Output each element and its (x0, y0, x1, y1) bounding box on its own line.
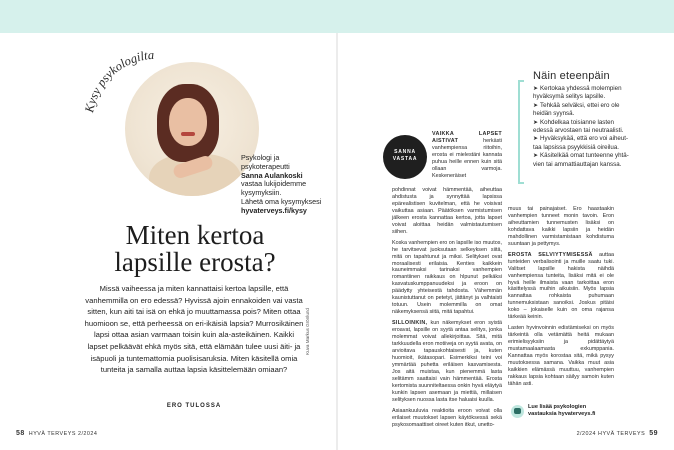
tip-text: Kertokaa yhdessä molempien (540, 85, 622, 92)
tip-text: hyväksymä selitys lapsille. (533, 93, 606, 101)
answer-lead-in: SILLOINKIN, (392, 320, 428, 327)
tip-text: heidän syynsä. (533, 110, 575, 118)
answer-paragraph: Asiaankuuluvia reaktioita eroon voivat olla erilaiset muutokset lapsen käytöksessä sekä psykosomaattiset oireet kuten itkut, unetto- (392, 407, 502, 428)
answer-column-intro (432, 131, 502, 184)
answer-paragraph: pohdinnat voivat hämmentää, aiheuttaa ahdistusta ja synnyttää lapsissa epärealistisen kuvitelman, että he voisivat vaikuttaa asiaan. Päätöksen varmistumisen jälkeen erosta kannattaa kertoa, jotta lapset voivat aloittaa heidän valmistautumisen siihen. (392, 187, 502, 235)
tip-text: Käsitelkää omat tunteenne yhtä- (540, 152, 629, 160)
magazine-issue-left: HYVÄ TERVEYS 2/2024 (28, 431, 98, 437)
question-line: lapset pelkäävät ehkä myös sitä, että elämään tulee uusi äiti- ja (87, 341, 301, 351)
caption-url: hyvaterveys.fi/kysy (241, 205, 307, 215)
tip-text: edessä arvostaen tai neutraalisti. (533, 127, 624, 135)
caption-name: Sanna Aulankoski (241, 170, 303, 180)
question-line: vanhemmilla on ero edessä? Hyvissä ajoin ennakoiden vai vasta (85, 295, 303, 305)
caption-line: psykoterapeutti (241, 161, 290, 171)
tips-box-bracket (518, 80, 524, 184)
question-signature: ERO TULOSSA (166, 403, 222, 409)
question-line: isäpuoli ja tuntemattomia puolisisaruksia. Miten käsitellä omia (90, 353, 298, 363)
question-line: huomioon se, että perheessä on eri-ikäisiä lapsia? Murrosikäinen (84, 318, 304, 328)
tip-item (533, 85, 643, 102)
note-line: Lue lisää psykologien (528, 404, 587, 410)
arrow-icon: ➤ (533, 136, 539, 143)
tip-text: taa lapsissa psyykkisiä oireilua. (533, 143, 619, 151)
question-line: sitten, kun aiti tai isä on ehkä jo muuttamassa pois? Miten ottaa (87, 307, 301, 317)
svg-text:Kysy psykologilta (82, 48, 155, 115)
top-color-band (0, 0, 674, 33)
tips-box-title: Näin eteenpäin (533, 70, 610, 82)
note-line: vastauksia hyvaterveys.fi (528, 411, 596, 417)
caption-line: Lähetä oma kysymyksesi (241, 196, 322, 206)
article-headline (60, 222, 330, 276)
tip-text: Kohdelkaa toisianne lasten (540, 118, 614, 126)
answer-paragraph: Koska vanhempien ero on lapsille iso muutos, he tarvitsevat juoksutaan selkeyksen siitä, mitä on tapahtunut ja miksi. Selitykset ovat moraalisesti erilaisia. Kenties kaikkein kauneimmaksi tarinaksi vanhempien romantiinen raikkaus on hlpunut pelkäksi kasvatuskumppanuudeksi ja eroon on päädytty yhteisestä tahdosta. Vähemmän kaunistuttanut on petetyt, jättänyt ja valhtaisti totuun. Usein molemmilla on omat näkemyksensä siitä, mitä tapahtui. (392, 239, 502, 316)
badge-line: SANNA (394, 149, 416, 155)
answer-text: auttaa tunteiden verbalisointi ja muille saatu tuki. Valitset lapsille hakista näihdä vanhempiensa tunteita, lisäksi mitä ei ole hyvä heille ilmaista vaan tarkoittaa eron käsittelyssä muihin aikuisiin. Myös lapsia kannattaa rohkaista puhumaan tunnemuksistaan sanoiksi. Joskus pitäisi koko – jokaiselle kuin on oma rajansa tärkeää keinin. (508, 251, 614, 321)
headline-line: Miten kertoa (125, 220, 265, 250)
reader-question (62, 283, 326, 376)
page-gutter (336, 33, 338, 450)
arrow-icon: ➤ (533, 102, 539, 109)
question-line: lapsi ottaa asian varmaan toisin kuin ala-asteikäinen. Kaikki (93, 330, 295, 340)
badge-line: VASTAA (392, 156, 418, 162)
magazine-issue-right: 2/2024 HYVÄ TERVEYS (576, 431, 646, 437)
answer-column-2 (508, 206, 614, 392)
headline-line: lapsille erosta? (114, 247, 276, 277)
tip-text: Tehkää selväksi, ettei ero ole (540, 101, 620, 109)
psychologist-caption (241, 154, 336, 216)
photo-credit: Kuva Markus Grönlund (305, 308, 310, 355)
caption-line: kysymyksiin. (241, 188, 282, 198)
tip-text: Hyväksykää, että ero voi aiheut- (540, 135, 629, 143)
column-tag-text: Kysy psykologilta (82, 47, 155, 114)
tip-item (533, 119, 643, 136)
question-line: Missä vaiheessa ja miten kannattaisi kertoa lapsille, että (99, 284, 289, 293)
answer-paragraph: muus tai painajaiset. Ero haastaakin vanhempien tunneet monin tavoin. Eron aiheuttamien tunnemusten lisäksi on kohdattava kaikki lapsiin ja heidän mahdollinen varmistamistaan kohdistuma suuntaan ja pettymys. (508, 206, 614, 247)
arrow-icon: ➤ (533, 153, 539, 160)
question-line: tunteita ja samalla auttaa lapsia käsittelemään omiaan? (100, 365, 288, 375)
portrait-lips-shape (181, 132, 195, 136)
page-number-right: 59 (649, 430, 658, 437)
caption-line: Psykologi ja (241, 153, 280, 162)
answer-text: kun näkemykset eron syistä eroavat, lapsille on syytä antaa selitys, jonka molemmat voivat allekirjoittaa. Sitä, mitä tarkkuudella eron motiiveja on syytä avata, on arvioitava tapauskohtaisesti ja, kuten huomioit, ikätasopari. Esimerkiksi teini voi ymmärtää puhetta eriläisen kasvamisesta. Jos aitä muistaa, kun pienemmä lasta selitämm saattaisi vain hämmentää. Erosta kertomista suunniteltaessa onkin hyvä eläytyä kunkin lapsen asemaan ja miettiä, millaisen selityksen nuossa lasta itse haluaisi kuulla. (392, 320, 503, 403)
tip-item (533, 152, 643, 169)
answer-paragraph: Lasten hyvinvoinnin edistämiseksi on myös tärkeintä olla vetämättä heitä mukaan erimielisyyksiin ja pidättäytyä mustamaalaamasta exkumppania. Kannattaa myös korostaa sitä, mikä pysyy muutoksessa samana. Vaikka muut asia kaikkien elämässä muuttuu, vanhempien rakkaus lapsia kohtaan säilyy samoin kuten tähän asti. (508, 325, 614, 387)
page-number-left: 58 (16, 430, 25, 437)
answer-text: herkästi vanhempiensa riitoihin, erosta ei mielestäni kannata puhua heille ennen kuin sitä ollaan varmoja. Keskeneräiset (432, 137, 502, 179)
column-tag-curved (77, 47, 197, 121)
tips-list (533, 85, 643, 169)
arrow-icon: ➤ (533, 119, 539, 126)
read-more-text (528, 404, 618, 418)
answer-lead-in: VAIKKA LAPSET AISTIVAT (432, 131, 502, 144)
tip-text: vien tai ammattiauttajan kanssa. (533, 160, 622, 168)
caption-line: vastaa lukijoidemme (241, 179, 307, 189)
answer-column-1 (392, 187, 502, 432)
chat-icon (511, 405, 524, 418)
answer-lead-in: EROSTA SELVIYTYMISESSÄ (508, 251, 593, 258)
tip-item (533, 135, 643, 152)
sanna-vastaa-badge (383, 135, 427, 179)
folio-left (16, 430, 97, 437)
folio-right (577, 430, 658, 437)
arrow-icon: ➤ (533, 86, 539, 92)
tip-item (533, 102, 643, 119)
